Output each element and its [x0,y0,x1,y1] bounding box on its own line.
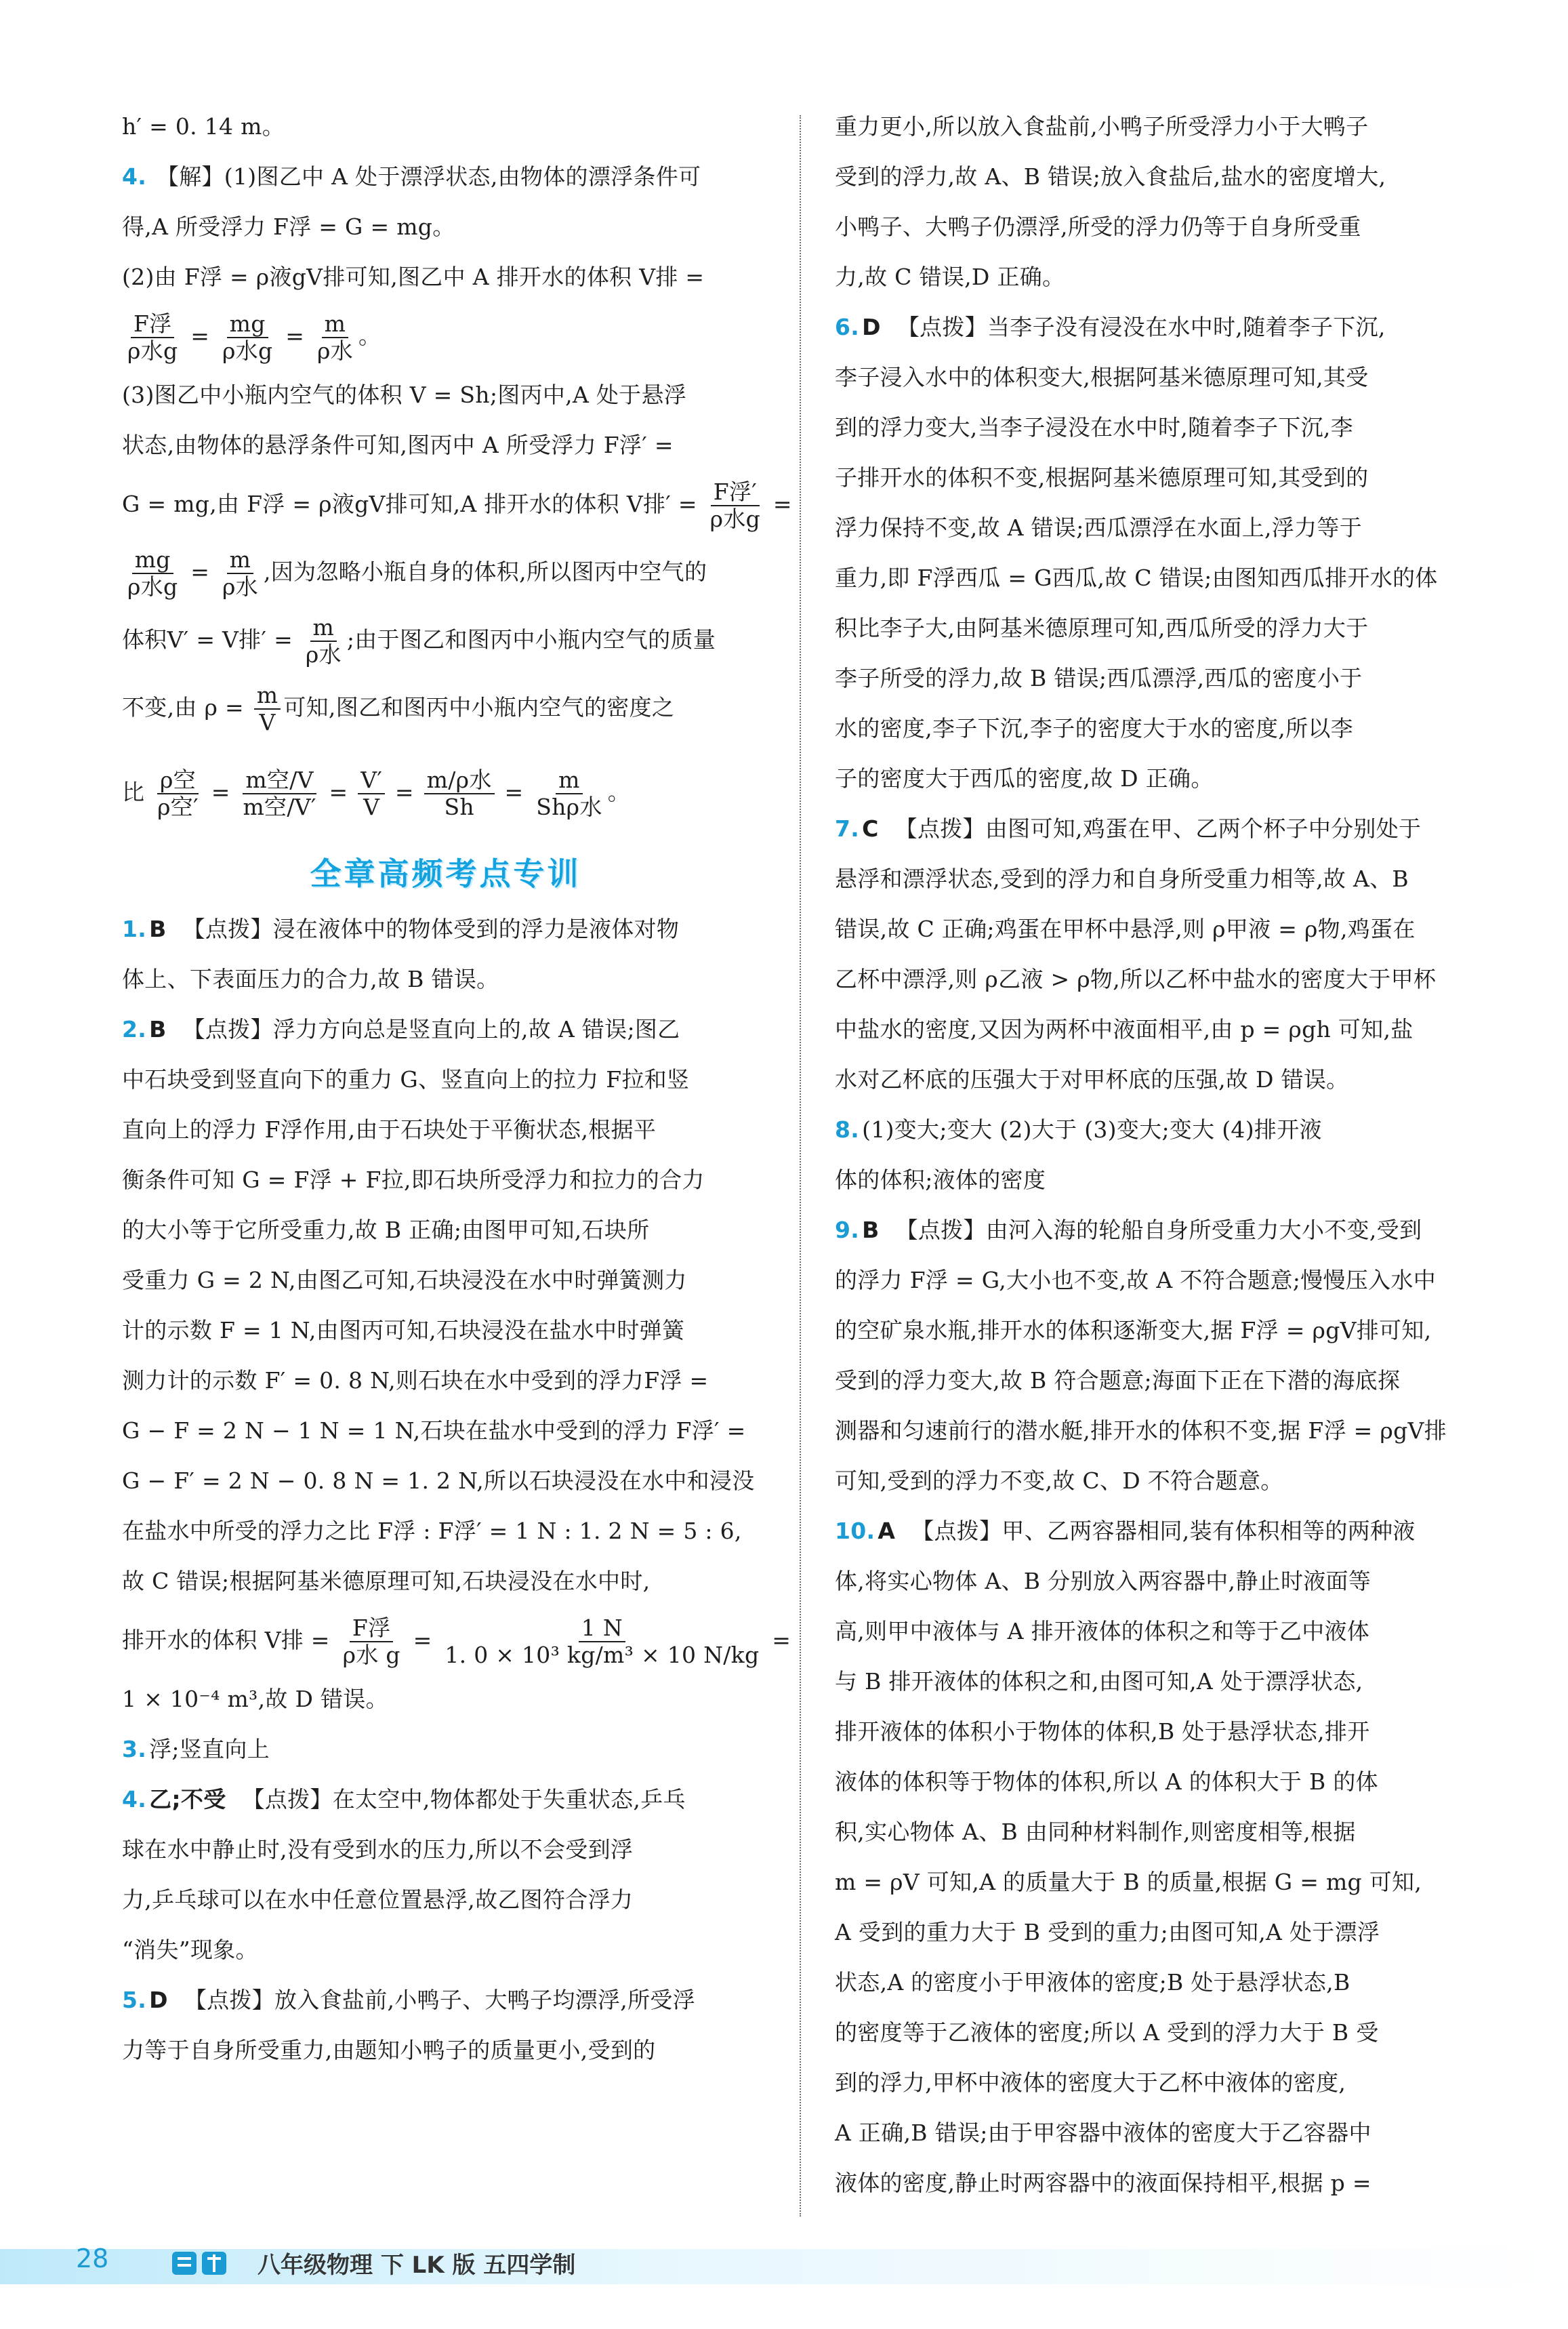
formula-line: 排开水的体积 V排 = $\frac{\text{F浮}}{\text{ρ水 g}}$ = $\frac{1 N}{\text{1. 0 × 10³ kg/m³ × 10 N/kg}}$ = [122,1615,791,1668]
question-10: 10. A 【点拨】甲、乙两容器相同,装有体积相等的两种液 [835,1518,1416,1544]
question-8: 8. (1)变大;变大 (2)大于 (3)变大;变大 (4)排开液 [835,1116,1322,1143]
fraction: $\frac{V'}{V}$ [358,767,385,820]
text-line: G − F′ = 2 N − 0. 8 N = 1. 2 N,所以石块浸没在水中和浸没 [122,1467,755,1494]
text-line: 积比李子大,由阿基米德原理可知,西瓜所受的浮力大于 [835,615,1369,641]
text-line: 乙杯中漂浮,则 ρ乙液 > ρ物,所以乙杯中盐水的密度大于甲杯 [835,966,1437,992]
text-line: 错误,故 C 正确;鸡蛋在甲杯中悬浮,则 ρ甲液 = ρ物,鸡蛋在 [835,916,1416,942]
text-line: 与 B 排开液体的体积之和,由图可知,A 处于漂浮状态, [835,1668,1363,1695]
fraction: $\frac{\text{m空/V}}{\text{m空/V′}}$ [243,767,316,820]
fraction: $\frac{mg}{\text{ρ水g}}$ [222,310,273,364]
answer: B [149,1016,167,1042]
text-line: 计的示数 F = 1 N,由图丙可知,石块浸没在盐水中时弹簧 [122,1317,685,1343]
text-line: 液体的体积等于物体的体积,所以 A 的体积大于 B 的体 [835,1768,1378,1795]
text-line: 子的密度大于西瓜的密度,故 D 正确。 [835,765,1214,792]
text-line: 体上、下表面压力的合力,故 B 错误。 [122,966,499,992]
text-line: 测器和匀速前行的潜水艇,排开水的体积不变,据 F浮 = ρgV排 [835,1417,1447,1444]
fraction: $\frac{m}{\text{ρ水}}$ [305,614,342,668]
fraction: $\frac{\text{F浮}}{\text{ρ水g}}$ [127,310,178,364]
text-line: 体,将实心物体 A、B 分别放入两容器中,静止时液面等 [835,1568,1371,1594]
page-number: 28 [76,2244,109,2273]
question-3 [122,1724,769,1775]
text-line: 故 C 错误;根据阿基米德原理可知,石块浸没在水中时, [122,1568,651,1594]
text-line: 状态,由物体的悬浮条件可知,图丙中 A 所受浮力 F浮′ = [122,432,674,458]
answer: 浮;竖直向上 [149,1736,270,1762]
text-line: 1 × 10⁻⁴ m³,故 D 错误。 [122,1686,388,1712]
text-line: 的密度等于乙液体的密度;所以 A 受到的浮力大于 B 受 [835,2019,1379,2046]
fraction: $\frac{m}{V}$ [254,683,281,735]
left-column [122,102,792,2075]
text-line: 体的体积;液体的密度 [835,1167,1046,1193]
text-line: 子排开水的体积不变,根据阿基米德原理可知,其受到的 [835,464,1369,491]
text-line: 在盐水中所受的浮力之比 F浮 : F浮′ = 1 N : 1. 2 N = 5 : 6, [122,1518,742,1544]
question-7: 7. C 【点拨】由图可知,鸡蛋在甲、乙两个杯子中分别处于 [835,815,1422,842]
text-line: 的大小等于它所受重力,故 B 正确;由图甲可知,石块所 [122,1217,650,1243]
question-4 [122,152,769,202]
question-number: 6. [835,314,860,340]
text-line: 到的浮力,甲杯中液体的密度大于乙杯中液体的密度, [835,2069,1346,2096]
text-line: 液体的密度,静止时两容器中的液面保持相平,根据 p = [835,2170,1371,2196]
text-line: 小鸭子、大鸭子仍漂浮,所受的浮力仍等于自身所受重 [835,214,1361,240]
question-number: 10. [835,1518,875,1544]
text-line: h′ = 0. 14 m。 [122,113,285,140]
text-line: 得,A 所受浮力 F浮 = G = mg。 [122,214,455,240]
question-number: 8. [835,1116,860,1143]
text-line: “消失”现象。 [122,1937,258,1963]
text-line: 力等于自身所受重力,由题知小鸭子的质量更小,受到的 [122,2037,656,2063]
footer-bar [0,2249,1568,2284]
fraction: $\frac{mg}{\text{ρ水g}}$ [127,546,178,600]
question-number: 7. [835,815,860,842]
right-column [835,102,1482,2208]
question-9: 9. B 【点拨】由河入海的轮船自身所受重力大小不变,受到 [835,1217,1422,1243]
fraction: $\frac{\text{F浮′}}{\text{ρ水g}}$ [709,479,761,532]
text-line: 水的密度,李子下沉,李子的密度大于水的密度,所以李 [835,715,1353,742]
text-line: 悬浮和漂浮状态,受到的浮力和自身所受重力相等,故 A、B [835,866,1409,892]
text-line: 测力计的示数 F′ = 0. 8 N,则石块在水中受到的浮力F浮 = [122,1367,709,1394]
fraction: $\frac{m}{\text{Shρ水}}$ [536,767,602,820]
question-number: 4. [122,163,147,190]
text-line: 受重力 G = 2 N,由图乙可知,石块浸没在水中时弹簧测力 [122,1267,687,1293]
question-number: 4. [122,1786,147,1812]
text-line: A 正确,B 错误;由于甲容器中液体的密度大于乙容器中 [835,2120,1371,2146]
formula-line: 体积V′ = V排′ = $\frac{m}{\text{ρ水}}$ ;由于图乙和图丙中小瓶内空气的质量 [122,614,716,668]
formula-line: 比 $\frac{\text{ρ空}}{\text{ρ空′}}$ = $\frac{\text{m空/V}}{\text{m空/V′}}$ = $\frac{V'}{V}$ = $\frac{\text{m/ρ水}}{Sh}$ = $\frac{m}{\text{Shρ水}}$ 。 [122,767,630,820]
text-line: 浮力保持不变,故 A 错误;西瓜漂浮在水面上,浮力等于 [835,514,1363,541]
text-line: 力,乒乓球可以在水中任意位置悬浮,故乙图符合浮力 [122,1886,634,1913]
answer: D [862,314,881,340]
fraction: $\frac{1 N}{\text{1. 0 × 10³ kg/m³ × 10 N/kg}}$ [445,1615,760,1668]
text-line: 力,故 C 错误,D 正确。 [835,264,1065,290]
question-4b: 4. 乙;不受 【点拨】在太空中,物体都处于失重状态,乒乓 [122,1786,686,1812]
formula-line: 不变,由 ρ = $\frac{m}{V}$ 可知,图乙和图丙中小瓶内空气的密度之 [122,682,675,735]
text-line: 重力,即 F浮西瓜 = G西瓜,故 C 错误;由图知西瓜排开水的体 [835,565,1438,591]
text-line: 可知,受到的浮力不变,故 C、D 不符合题意。 [835,1467,1283,1494]
text-line: 的空矿泉水瓶,排开水的体积逐渐变大,据 F浮 = ρgV排可知, [835,1317,1432,1343]
question-number: 5. [122,1987,147,2013]
fraction: $\frac{m}{\text{ρ水}}$ [222,546,258,600]
text-line: 直向上的浮力 F浮作用,由于石块处于平衡状态,根据平 [122,1116,657,1143]
question-5: 5. D 【点拨】放入食盐前,小鸭子、大鸭子均漂浮,所受浮 [122,1987,695,2013]
answer: B [149,916,167,942]
fraction: $\frac{\text{F浮}}{\text{ρ水 g}}$ [342,1615,400,1668]
fraction: $\frac{\text{m/ρ水}}{Sh}$ [424,767,495,820]
text-line: 【解】(1)图乙中 A 处于漂浮状态,由物体的漂浮条件可 [156,163,701,190]
answer: A [878,1518,896,1544]
page-footer [0,2237,1568,2298]
text-line: 水对乙杯底的压强大于对甲杯底的压强,故 D 错误。 [835,1066,1349,1093]
column-divider [800,115,801,2216]
text-line: G − F = 2 N − 1 N = 1 N,石块在盐水中受到的浮力 F浮′ = [122,1417,746,1444]
text-line: 中石块受到竖直向下的重力 G、竖直向上的拉力 F拉和竖 [122,1066,690,1093]
text-line: 积,实心物体 A、B 由同种材料制作,则密度相等,根据 [835,1819,1356,1845]
text-line: A 受到的重力大于 B 受到的重力;由图可知,A 处于漂浮 [835,1919,1380,1945]
text-line: 的浮力 F浮 = G,大小也不变,故 A 不符合题意;慢慢压入水中 [835,1267,1437,1293]
answer: D [149,1987,168,2013]
question-6: 6. D 【点拨】当李子没有浸没在水中时,随着李子下沉, [835,314,1386,340]
text-line: 李子所受的浮力,故 B 错误;西瓜漂浮,西瓜的密度小于 [835,665,1363,691]
text-line: 重力更小,所以放入食盐前,小鸭子所受浮力小于大鸭子 [835,113,1369,140]
text-line: 状态,A 的密度小于甲液体的密度;B 处于悬浮状态,B [835,1969,1350,1996]
formula-line: $\frac{\text{F浮}}{\text{ρ水g}}$ = $\frac{mg}{\text{ρ水g}}$ = $\frac{m}{\text{ρ水}}$ 。 [122,302,769,370]
text-line: 排开液体的体积小于物体的体积,B 处于悬浮状态,排开 [835,1718,1370,1745]
text-line: 中盐水的密度,又因为两杯中液面相平,由 p = ρgh 可知,盐 [835,1016,1414,1042]
text-line: m = ρV 可知,A 的质量大于 B 的质量,根据 G = mg 可知, [835,1869,1422,1895]
fraction: $\frac{m}{\text{ρ水}}$ [316,310,353,364]
text-line: 衡条件可知 G = F浮 + F拉,即石块所受浮力和拉力的合力 [122,1167,705,1193]
answer: C [862,815,879,842]
text-line: 受到的浮力,故 A、B 错误;放入食盐后,盐水的密度增大, [835,163,1386,190]
question-number: 1. [122,916,147,942]
text-line: 球在水中静止时,没有受到水的压力,所以不会受到浮 [122,1836,634,1863]
formula-line: $\frac{mg}{\text{ρ水g}}$ = $\frac{m}{\text{ρ水}}$ ,因为忽略小瓶自身的体积,所以图丙中空气的 [122,538,769,606]
formula-line: G = mg,由 F浮 = ρ液gV排可知,A 排开水的体积 V排′ = $\frac{\text{F浮′}}{\text{ρ水g}}$ = [122,479,792,532]
publisher-logo-icon [169,2248,230,2279]
answer: B [862,1217,880,1243]
question-number: 9. [835,1217,860,1243]
fraction: $\frac{\text{ρ空}}{\text{ρ空′}}$ [157,767,199,820]
section-title: 全章高频考点专训 [310,855,581,892]
text-line: (3)图乙中小瓶内空气的体积 V = Sh;图丙中,A 处于悬浮 [122,382,687,408]
book-info: 八年级物理 下 LK 版 五四学制 [257,2252,576,2279]
text-line: 到的浮力变大,当李子浸没在水中时,随着李子下沉,李 [835,414,1353,441]
text-line: (2)由 F浮 = ρ液gV排可知,图乙中 A 排开水的体积 V排 = [122,264,705,290]
question-2: 2. B 【点拨】浮力方向总是竖直向上的,故 A 错误;图乙 [122,1016,680,1042]
question-number: 3. [122,1736,147,1762]
answer: 乙;不受 [149,1786,226,1812]
text-line: 高,则甲中液体与 A 排开液体的体积之和等于乙中液体 [835,1618,1370,1644]
text-line: 李子浸入水中的体积变大,根据阿基米德原理可知,其受 [835,364,1369,390]
question-1: 1. B 【点拨】浸在液体中的物体受到的浮力是液体对物 [122,916,680,942]
text-line: 受到的浮力变大,故 B 符合题意;海面下正在下潜的海底探 [835,1367,1401,1394]
question-number: 2. [122,1016,147,1042]
